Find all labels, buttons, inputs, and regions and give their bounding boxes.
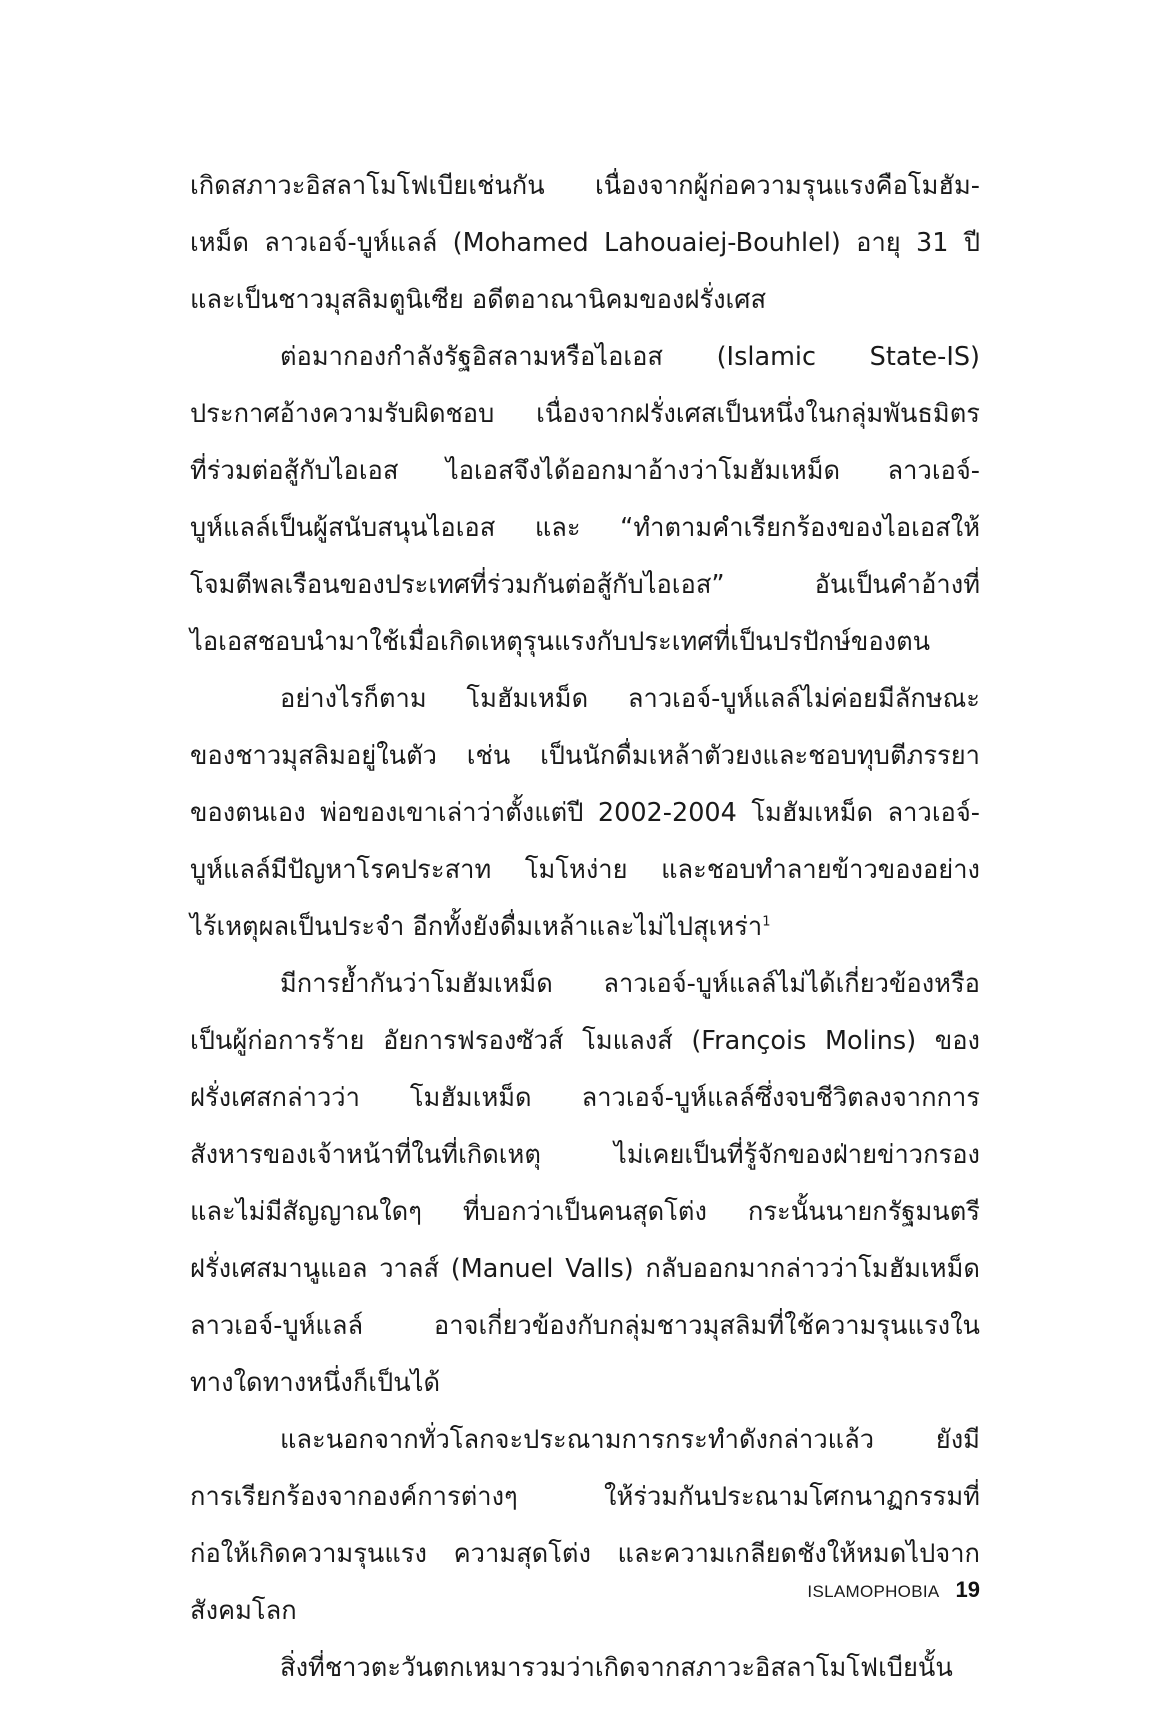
paragraph-first-line: สิ่งที่ชาวตะวันตกเหมารวมว่าเกิดจากสภาวะอิสลาโมโฟเบียนั้น	[280, 1653, 953, 1683]
running-head: ISLAMOPHOBIA	[807, 1582, 940, 1601]
text-line: ฝรั่งเศสกล่าวว่า โมฮัมเหม็ด ลาวเอจ์-บูห์แลล์ซึ่งจบชีวิตลงจากการ	[190, 1083, 980, 1113]
text-line: และเป็นชาวมุสลิมตูนิเซีย อดีตอาณานิคมของฝรั่งเศส	[190, 285, 767, 315]
text-line: ประกาศอ้างความรับผิดชอบ เนื่องจากฝรั่งเศสเป็นหนึ่งในกลุ่มพันธมิตร	[190, 399, 980, 429]
text-line: เหม็ด ลาวเอจ์-บูห์แลล์ (Mohamed Lahouaiej-Bouhlel) อายุ 31 ปี	[190, 228, 980, 258]
text-line: เป็นผู้ก่อการร้าย อัยการฟรองซัวส์ โมแลงส์ (François Molins) ของ	[190, 1026, 980, 1056]
paragraph-first-line: อย่างไรก็ตาม โมฮัมเหม็ด ลาวเอจ์-บูห์แลล์ไม่ค่อยมีลักษณะ	[280, 684, 980, 714]
text-line: ก่อให้เกิดความรุนแรง ความสุดโต่ง และความเกลียดชังให้หมดไปจาก	[190, 1539, 980, 1569]
text-line: โจมตีพลเรือนของประเทศที่ร่วมกันต่อสู้กับไอเอส” อันเป็นคำอ้างที่	[190, 570, 980, 600]
page-number: 19	[955, 1577, 980, 1602]
text-line: ฝรั่งเศสมานูแอล วาลส์ (Manuel Valls) กลับออกมากล่าวว่าโมฮัมเหม็ด	[190, 1254, 980, 1284]
text-line: ทางใดทางหนึ่งก็เป็นได้	[190, 1368, 441, 1398]
body-text	[190, 158, 980, 1697]
text-line: สังคมโลก	[190, 1596, 297, 1626]
text-line: ของตนเอง พ่อของเขาเล่าว่าตั้งแต่ปี 2002-2004 โมฮัมเหม็ด ลาวเอจ์-	[190, 798, 980, 828]
paragraph-first-line: มีการย้ำกันว่าโมฮัมเหม็ด ลาวเอจ์-บูห์แลล์ไม่ได้เกี่ยวข้องหรือ	[280, 969, 980, 999]
text-line: ลาวเอจ์-บูห์แลล์ อาจเกี่ยวข้องกับกลุ่มชาวมุสลิมที่ใช้ความรุนแรงใน	[190, 1311, 980, 1341]
text-line: บูห์แลล์เป็นผู้สนับสนุนไอเอส และ “ทำตามคำเรียกร้องของไอเอสให้	[190, 513, 980, 543]
text-line: ไอเอสชอบนำมาใช้เมื่อเกิดเหตุรุนแรงกับประเทศที่เป็นปรปักษ์ของตน	[190, 627, 931, 657]
text-line: บูห์แลล์มีปัญหาโรคประสาท โมโหง่าย และชอบทำลายข้าวของอย่าง	[190, 855, 980, 885]
paragraph-first-line: และนอกจากทั่วโลกจะประณามการกระทำดังกล่าวแล้ว ยังมี	[280, 1425, 980, 1455]
page-footer	[807, 1577, 980, 1603]
text-line: เกิดสภาวะอิสลาโมโฟเบียเช่นกัน เนื่องจากผู้ก่อความรุนแรงคือโมฮัม-	[190, 171, 980, 201]
text-line: การเรียกร้องจากองค์การต่างๆ ให้ร่วมกันประณามโศกนาฏกรรมที่	[190, 1482, 980, 1512]
footnote-marker[interactable]: 1	[762, 914, 771, 930]
text-line: ไร้เหตุผลเป็นประจำ อีกทั้งยังดื่มเหล้าและไม่ไปสุเหร่า$^1$	[190, 912, 771, 942]
text-line: และไม่มีสัญญาณใดๆ ที่บอกว่าเป็นคนสุดโต่ง กระนั้นนายกรัฐมนตรี	[190, 1197, 980, 1227]
paragraph-first-line: ต่อมากองกำลังรัฐอิสลามหรือไอเอส (Islamic State-IS)	[280, 342, 980, 372]
text-line: ของชาวมุสลิมอยู่ในตัว เช่น เป็นนักดื่มเหล้าตัวยงและชอบทุบตีภรรยา	[190, 741, 980, 771]
text-line: สังหารของเจ้าหน้าที่ในที่เกิดเหตุ ไม่เคยเป็นที่รู้จักของฝ่ายข่าวกรอง	[190, 1140, 980, 1170]
text-line: ที่ร่วมต่อสู้กับไอเอส ไอเอสจึงได้ออกมาอ้างว่าโมฮัมเหม็ด ลาวเอจ์-	[190, 456, 980, 486]
